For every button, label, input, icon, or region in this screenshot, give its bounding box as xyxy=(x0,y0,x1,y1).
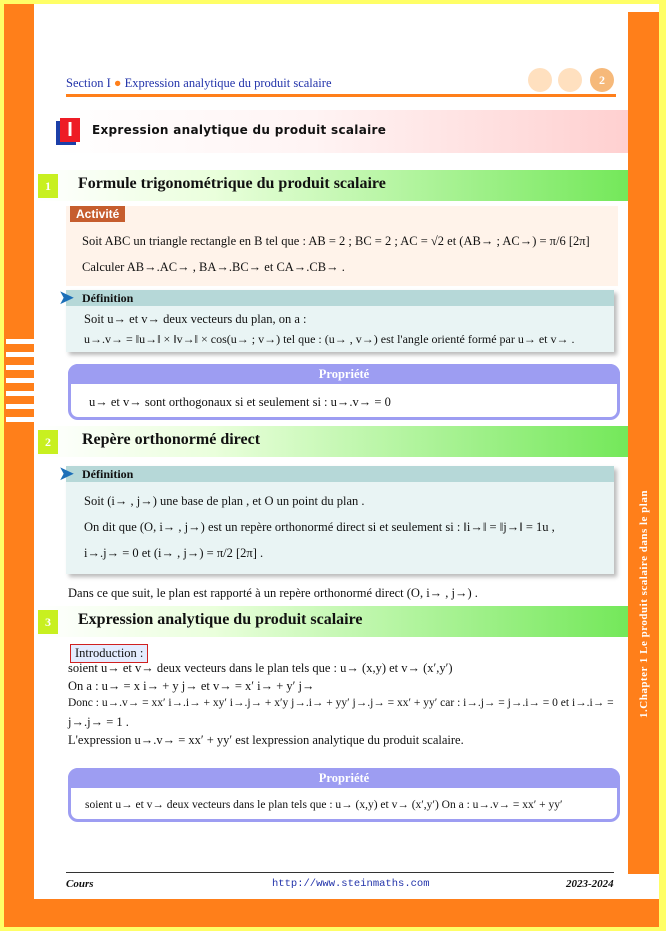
definition-box-1 xyxy=(58,287,614,352)
page-number: 2 xyxy=(590,68,614,92)
propriete-box-2 xyxy=(68,768,620,822)
activite-box xyxy=(66,206,618,286)
arrow-icon: ➤ xyxy=(58,463,75,485)
propriete-box-1 xyxy=(68,364,620,420)
definition-line: Soit (i→ , j→) une base de plan , et O un point du plan . xyxy=(84,494,365,508)
intro-line: On a : u→ = x i→ + y j→ et v→ = x′ i→ + y′ j→ xyxy=(68,679,315,693)
bottom-orange-band xyxy=(4,899,659,927)
intro-line: j→.j→ = 1 . xyxy=(68,715,129,729)
propriete-label: Propriété xyxy=(68,768,620,788)
propriete-text: soient u→ et v→ deux vecteurs dans le plan tels que : u→ (x,y) et v→ (x′,y′) On a : u→.v→ = xx′ + yy′ xyxy=(85,799,563,811)
section-number: 1 xyxy=(38,174,58,198)
section-title: Expression analytique du produit scalaire xyxy=(78,611,363,628)
propriete-label: Propriété xyxy=(68,364,620,384)
footer-url-link[interactable]: http://www.steinmaths.com xyxy=(272,878,430,890)
activite-line: Calculer AB→.AC→ , BA→.BC→ et CA→.CB→ . xyxy=(82,260,345,274)
paragraph: Dans ce que suit, le plan est rapporté à un repère orthonormé direct (O, i→ , j→) . xyxy=(68,586,478,600)
footer-year: 2023-2024 xyxy=(566,878,614,890)
intro-line: L'expression u→.v→ = xx′ + yy′ est lexpression analytique du produit scalaire. xyxy=(68,733,464,747)
definition-line: Soit u→ et v→ deux vecteurs du plan, on a : xyxy=(84,312,307,326)
definition-line: On dit que (O, i→ , j→) est un repère orthonormé direct si et seulement si : ‖i→‖ = ‖j→‖ = 1u , xyxy=(84,520,555,534)
header-section: Section I xyxy=(66,76,111,90)
side-chapter-title: 1.Chapter 1 Le produit scalaire dans le plan xyxy=(637,490,650,718)
header-rule xyxy=(66,94,616,97)
bullet-icon: ● xyxy=(113,76,122,90)
chapter-title: Expression analytique du produit scalaire xyxy=(92,123,387,137)
intro-line: Donc : u→.v→ = xx′ i→.i→ + xy′ i→.j→ + x′y j→.i→ + yy′ j→.j→ = xx′ + yy′ car : i→.j→ = j→.i→ = 0 et i→.i→ = xyxy=(68,697,614,709)
section-title: Formule trigonométrique du produit scalaire xyxy=(78,175,386,192)
definition-box-2 xyxy=(58,463,614,574)
chapter-badge: I xyxy=(60,118,80,142)
page xyxy=(4,4,659,927)
header-circle xyxy=(558,68,582,92)
footer-rule xyxy=(66,872,614,873)
introduction-label: Introduction : xyxy=(70,644,148,663)
section-number: 2 xyxy=(38,430,58,454)
section-heading-1 xyxy=(36,170,628,201)
section-heading-2 xyxy=(36,426,628,457)
definition-label: Définition xyxy=(82,291,134,305)
left-orange-band xyxy=(4,4,34,899)
section-title: Repère orthonormé direct xyxy=(82,431,261,448)
arrow-icon: ➤ xyxy=(58,287,75,309)
header-circle xyxy=(528,68,552,92)
header-subtitle: Expression analytique du produit scalaire xyxy=(124,76,332,90)
definition-line: u→.v→ = ‖u→‖ × ‖v→‖ × cos(u→ ; v→) tel que : (u→ , v→) est l'angle orienté formé par u→ et v→ . xyxy=(84,332,575,346)
footer-left: Cours xyxy=(66,878,94,890)
activite-label: Activité xyxy=(70,206,125,222)
propriete-text: u→ et v→ sont orthogonaux si et seulement si : u→.v→ = 0 xyxy=(89,395,391,409)
definition-line: i→.j→ = 0 et (i→ , j→) = π/2 [2π] . xyxy=(84,546,264,560)
decorative-stripes xyxy=(6,339,34,430)
activite-line: Soit ABC un triangle rectangle en B tel que : AB = 2 ; BC = 2 ; AC = √2 et (AB→ ; AC→) = π/6 [2π] xyxy=(82,234,590,248)
intro-line: soient u→ et v→ deux vecteurs dans le plan tels que : u→ (x,y) et v→ (x′,y′) xyxy=(68,661,453,675)
definition-label: Définition xyxy=(82,467,134,481)
chapter-heading xyxy=(54,110,628,153)
section-number: 3 xyxy=(38,610,58,634)
section-heading-3 xyxy=(36,606,628,637)
